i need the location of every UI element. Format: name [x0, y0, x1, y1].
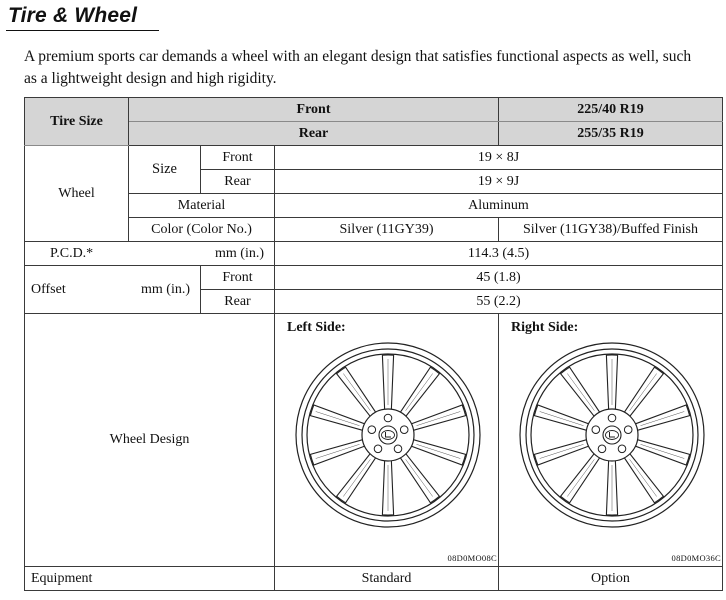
pcd-unit: mm (in.) [215, 245, 264, 261]
color-standard-value: Silver (11GY39) [275, 218, 499, 242]
lug-nut [368, 426, 376, 434]
wheel-spoke [410, 439, 466, 465]
spoke-ridge [630, 459, 657, 496]
left-wheel-illustration [293, 340, 483, 530]
lug-nut [598, 445, 606, 453]
right-wheel-illustration [517, 340, 707, 530]
spoke-ridge [406, 374, 433, 411]
offset-label: Offset [31, 281, 66, 297]
wheel-spoke [399, 367, 439, 418]
offset-rear-label: Rear [201, 290, 275, 314]
wheel-spoke [337, 367, 377, 418]
wheel-spoke [399, 452, 439, 503]
spoke-ridge [567, 459, 594, 496]
lug-nut [624, 426, 632, 434]
offset-row-label [25, 266, 201, 314]
lug-nut [374, 445, 382, 453]
wheel-size-label: Size [129, 146, 201, 194]
pcd-row-label [25, 242, 275, 266]
spoke-ridge [343, 459, 370, 496]
wheel-spoke [534, 405, 590, 431]
pcd-value: 114.3 (4.5) [275, 242, 723, 266]
wheel-spoke [310, 405, 366, 431]
intro-paragraph [24, 46, 724, 90]
intro-line-1: A premium sports car demands a wheel with an elegant design that satisfies functional aspects as well, such [24, 48, 692, 65]
left-side-label: Left Side: [287, 320, 346, 335]
lug-nut [618, 445, 626, 453]
lug-nut [400, 426, 408, 434]
pcd-label: P.C.D.* [50, 245, 94, 261]
tire-size-header: Tire Size [25, 98, 129, 146]
equipment-standard: Standard [275, 567, 499, 591]
offset-front-label: Front [201, 266, 275, 290]
page-title: Tire & Wheel [8, 4, 138, 27]
wheel-spoke [561, 452, 601, 503]
tire-front-value: 225/40 R19 [499, 98, 723, 122]
material-value: Aluminum [275, 194, 723, 218]
wheel-front-value: 19 × 8J [275, 146, 723, 170]
lug-nut [592, 426, 600, 434]
lug-nut [394, 445, 402, 453]
wheel-front-label: Front [201, 146, 275, 170]
spoke-ridge [567, 374, 594, 411]
offset-unit: mm (in.) [141, 281, 190, 297]
wheel-spoke [337, 452, 377, 503]
left-wheel-code: 08D0MO08C [447, 553, 497, 563]
left-wheel-cell [275, 314, 499, 567]
offset-front-value: 45 (1.8) [275, 266, 723, 290]
wheel-spoke [634, 405, 690, 431]
lug-nut [384, 414, 392, 422]
color-label: Color (Color No.) [129, 218, 275, 242]
wheel-design-label: Wheel Design [25, 314, 275, 567]
left-wheel-box [275, 314, 499, 566]
spoke-ridge [630, 374, 657, 411]
intro-line-2: as a lightweight design and high rigidity. [24, 70, 277, 87]
wheel-spoke [623, 452, 663, 503]
spoke-ridge [406, 459, 433, 496]
right-wheel-box [499, 314, 723, 566]
right-wheel-code: 08D0MO36C [671, 553, 721, 563]
right-wheel-cell [499, 314, 723, 567]
right-side-label: Right Side: [511, 320, 579, 335]
wheel-spoke [410, 405, 466, 431]
wheel-spoke [534, 439, 590, 465]
wheel-spoke [310, 439, 366, 465]
wheel-rear-value: 19 × 9J [275, 170, 723, 194]
title-underline [6, 30, 159, 31]
lug-nut [608, 414, 616, 422]
tire-front-label: Front [129, 98, 499, 122]
tire-rear-label: Rear [129, 122, 499, 146]
tire-rear-value: 255/35 R19 [499, 122, 723, 146]
equipment-option: Option [499, 567, 723, 591]
offset-rear-value: 55 (2.2) [275, 290, 723, 314]
wheel-spoke [561, 367, 601, 418]
spoke-ridge [343, 374, 370, 411]
tire-wheel-spec-table [24, 97, 723, 591]
material-label: Material [129, 194, 275, 218]
wheel-rear-label: Rear [201, 170, 275, 194]
color-option-value: Silver (11GY38)/Buffed Finish [499, 218, 723, 242]
wheel-header: Wheel [25, 146, 129, 242]
wheel-spoke [634, 439, 690, 465]
wheel-spoke [623, 367, 663, 418]
equipment-label: Equipment [25, 567, 275, 591]
